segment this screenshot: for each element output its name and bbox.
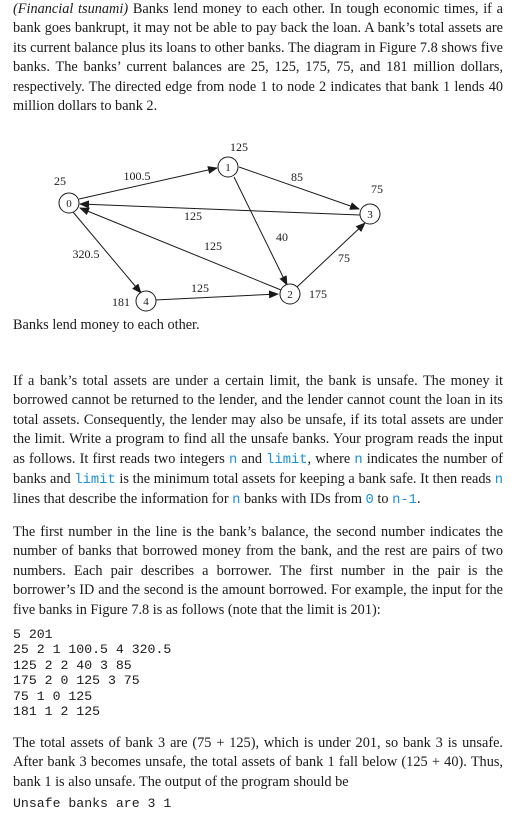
weight-2-0: 125 [204, 239, 222, 253]
edge-2-0 [80, 208, 281, 290]
balance-0: 25 [54, 174, 66, 188]
balance-1: 125 [230, 140, 248, 154]
figure-caption: Banks lend money to each other. [13, 317, 200, 333]
edge-2-3 [297, 223, 365, 287]
code-n: n [494, 473, 503, 489]
input-line: 75 1 0 125 [13, 688, 93, 704]
problem-paragraph [13, 372, 503, 511]
sample-output: Unsafe banks are 3 1 [13, 796, 172, 811]
input-format-paragraph: The first number in the line is the bank’s balance, the second number indicates the number of banks that borrowed money from the bank, and the rest are pairs of two numbers. Each pair describes a borrower. The first number in the pair is the borrower’s ID and the second is the amount borrowed. For example, the input for the five banks in Figure 7.8 is as follows (note that the limit is 201): [13, 524, 503, 618]
code-zero: 0 [365, 493, 374, 509]
weight-0-4: 320.5 [72, 247, 100, 261]
code-n: n [354, 452, 363, 468]
intro-paragraph [13, 0, 503, 116]
para2-text-2: and [237, 450, 267, 467]
para2-text-7: banks with IDs from [240, 491, 366, 508]
para2-text-8: to [373, 491, 393, 508]
code-n: n [232, 493, 241, 509]
weight-3-0: 125 [184, 209, 202, 223]
para2-text-5: is the minimum total assets for keeping a bank safe. It then reads [115, 471, 495, 488]
edge-3-0 [80, 204, 360, 215]
balance-2: 175 [309, 287, 327, 301]
weight-2-3: 75 [338, 251, 350, 265]
code-n-minus-1: n-1 [392, 493, 417, 509]
input-line: 5 201 [13, 627, 53, 642]
para2-text-3: , where [307, 450, 355, 467]
exercise-title: (Financial tsunami) [13, 1, 129, 17]
explanation-paragraph: The total assets of bank 3 are (75 + 125), which is under 201, so bank 3 is unsafe. After bank 3 becomes unsafe, the total assets of bank 1 fall below (125 + 40). Thus, bank 1 is also unsafe. The output of the program should be [13, 735, 503, 790]
sample-input [13, 627, 171, 719]
node-4-label: 4 [143, 296, 149, 308]
input-line: 175 2 0 125 3 75 [13, 673, 140, 689]
bank-diagram [0, 125, 517, 320]
weight-1-2: 40 [276, 230, 288, 244]
intro-text: Banks lend money to each other. In tough economic times, if a bank goes bankrupt, it may not be able to pay back the loan. A bank’s total assets are its current balance plus its loans to other banks. The diagram in Figure 7.8 shows five banks. The banks’ current balances are 25, 125, 175, 75, and 181 million dollars, respectively. The directed edge from node 1 to node 2 indicates that bank 1 lends 40 million dollars to bank 2. [13, 1, 503, 115]
para2-text-6: lines that describe the information for [13, 491, 233, 508]
node-2-label: 2 [287, 289, 293, 301]
para2-text-9: . [416, 491, 421, 508]
weight-4-2: 125 [191, 281, 209, 295]
edge-4-2 [155, 294, 278, 300]
para2-text-1: If a bank’s total assets are under a certain limit, the bank is unsafe. The money it borrowed cannot be returned to the lender, and the lender cannot count the loan in its total assets. Consequently, the lender may also be unsafe, if its total assets are under the limit. Write a program to find all the unsafe banks. Your program reads the input as follows. It first reads two integers [13, 373, 503, 467]
weight-0-1: 100.5 [123, 169, 151, 183]
balance-4: 181 [112, 295, 130, 309]
input-line: 125 2 2 40 3 85 [13, 657, 132, 673]
code-limit: limit [74, 473, 116, 489]
node-0-label: 0 [66, 198, 72, 210]
para2-text-4: indicates the number of banks and [13, 450, 503, 488]
input-line: 25 2 1 100.5 4 320.5 [13, 642, 172, 658]
weight-1-3: 85 [291, 170, 303, 184]
code-n: n [228, 452, 238, 468]
balance-3: 75 [371, 182, 383, 196]
input-line: 181 1 2 125 [13, 704, 101, 720]
node-3-label: 3 [367, 209, 373, 221]
node-1-label: 1 [225, 162, 231, 174]
code-limit: limit [266, 452, 308, 468]
